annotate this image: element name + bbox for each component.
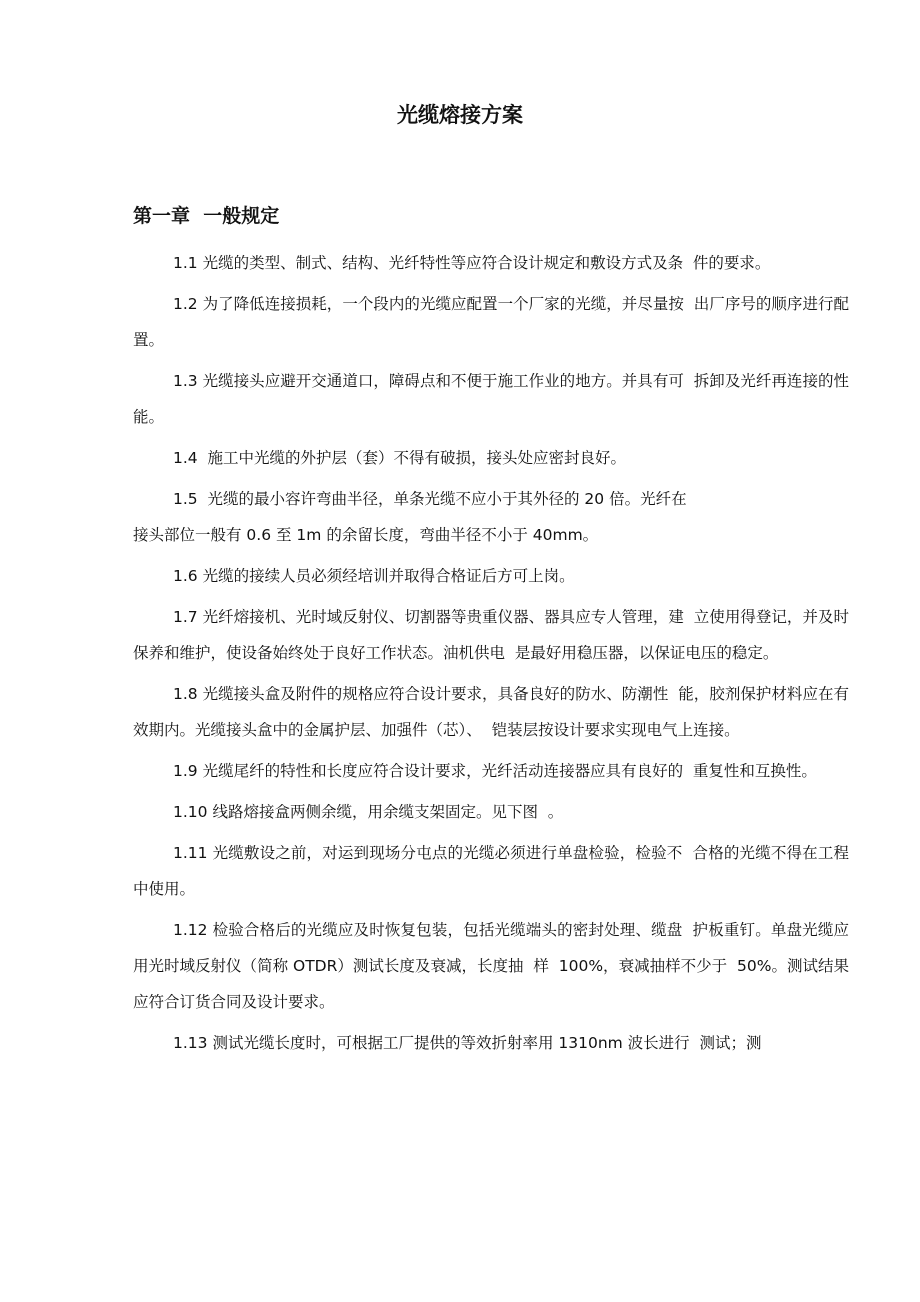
document-body: [133, 245, 849, 1066]
paragraph-1-10: 1.10 线路熔接盒两侧余缆，用余缆支架固定。见下图 。: [173, 803, 564, 821]
paragraph-1-3: 1.3 光缆接头应避开交通道口，障碍点和不便于施工作业的地方。并具有可 拆卸及光纤再连接的性能。: [133, 372, 849, 426]
paragraph-1-5: 1.5 光缆的最小容许弯曲半径，单条光缆不应小于其外径的 20 倍。光纤在 接头部位一般有 0.6 至 1m 的余留长度，弯曲半径不小于 40mm。: [133, 490, 687, 544]
chapter-heading: 第一章 一般规定: [133, 205, 280, 227]
paragraph-1-13: 1.13 测试光缆长度时，可根据工厂提供的等效折射率用 1310nm 波长进行 测试；测: [173, 1034, 762, 1052]
paragraph-1-2: 1.2 为了降低连接损耗，一个段内的光缆应配置一个厂家的光缆，并尽量按 出厂序号的顺序进行配置。: [133, 295, 849, 349]
paragraph-1-11: 1.11 光缆敷设之前，对运到现场分屯点的光缆必须进行单盘检验，检验不 合格的光缆不得在工程中使用。: [133, 844, 849, 898]
paragraph-1-8: 1.8 光缆接头盒及附件的规格应符合设计要求，具备良好的防水、防潮性 能，胶剂保护材料应在有效期内。光缆接头盒中的金属护层、加强件（芯）、 铠装层按设计要求实现电气上连接。: [133, 685, 849, 739]
paragraph-1-12: 1.12 检验合格后的光缆应及时恢复包装，包括光缆端头的密封处理、缆盘 护板重钉。单盘光缆应用光时域反射仪（简称 OTDR）测试长度及衰减，长度抽 样 100%，衰减抽样不少于 50%。测试结果应符合订货合同及设计要求。: [133, 921, 849, 1011]
paragraph-1-1: 1.1 光缆的类型、制式、结构、光纤特性等应符合设计规定和敷设方式及条 件的要求。: [173, 254, 771, 272]
paragraph-1-9: 1.9 光缆尾纤的特性和长度应符合设计要求，光纤活动连接器应具有良好的 重复性和互换性。: [173, 762, 817, 780]
paragraph-1-4: 1.4 施工中光缆的外护层（套）不得有破损，接头处应密封良好。: [173, 449, 627, 467]
paragraph-1-7: 1.7 光纤熔接机、光时域反射仪、切割器等贵重仪器、器具应专人管理，建 立使用得登记，并及时保养和维护，使设备始终处于良好工作状态。油机供电 是最好用稳压器，以保证电压的稳定。: [133, 608, 849, 662]
document-title: 光缆熔接方案: [397, 103, 523, 127]
paragraph-1-6: 1.6 光缆的接续人员必须经培训并取得合格证后方可上岗。: [173, 567, 575, 585]
